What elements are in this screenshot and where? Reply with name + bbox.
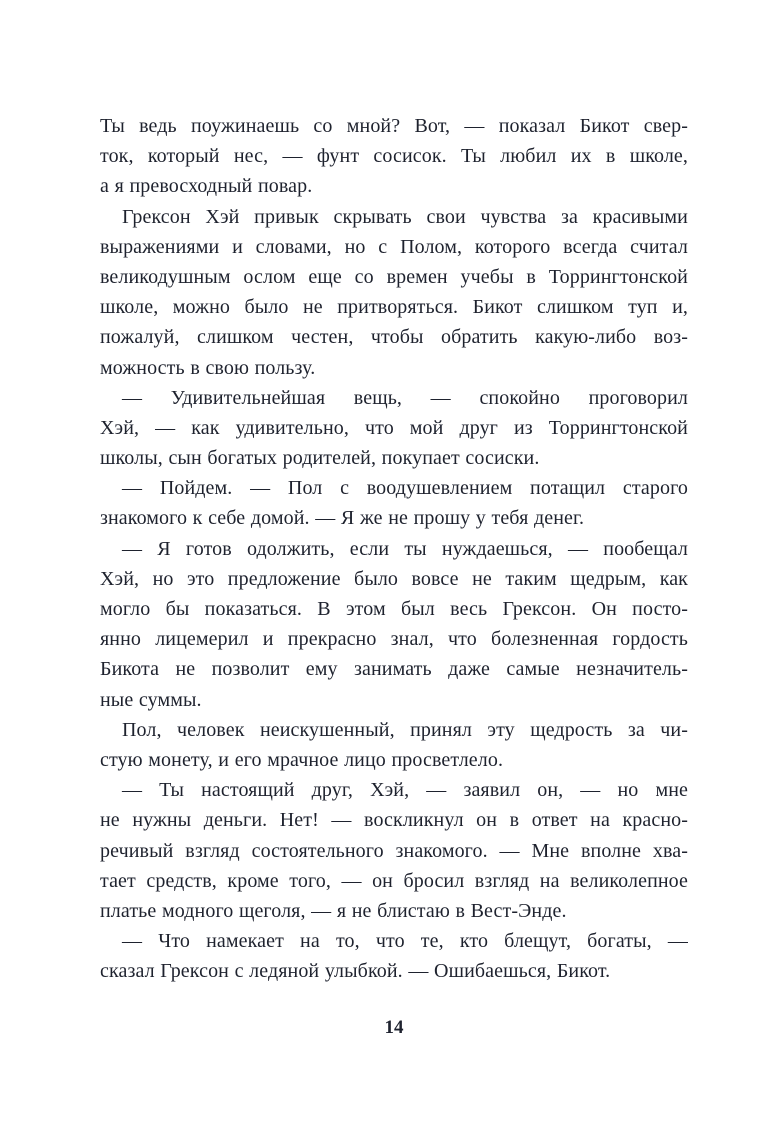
paragraph [100,534,688,715]
text-line: стую монету, и его мрачное лицо просветлело. [100,748,504,771]
paragraph [100,775,688,926]
paragraph [100,383,688,474]
text-line: Бикота не позволит ему занимать даже самые незначитель- [100,658,688,681]
page-number: 14 [384,1017,404,1038]
text-line: не нужны деньги. Нет! — воскликнул он в ответ на красно- [100,809,688,832]
text-line: могло бы показаться. В этом был весь Грексон. Он посто- [100,598,688,620]
text-line: Ты ведь поужинаешь со мной? Вот, — показал Бикот свер- [100,115,688,137]
paragraph [100,715,688,775]
text-line: можность в свою пользу. [100,356,316,379]
text-line: пожалуй, слишком честен, чтобы обратить какую-либо воз- [100,326,688,349]
text-line: платье модного щеголя, — я не блистаю в Вест-Энде. [100,899,567,922]
text-line: Пол, человек неискушенный, принял эту щедрость за чи- [122,718,688,741]
text-line: тает средств, кроме того, — он бросил взгляд на великолепное [100,869,688,892]
text-line: Грексон Хэй привык скрывать свои чувства за красивыми [122,205,688,228]
text-line: — Пойдем. — Пол с воодушевлением потащил старого [122,477,688,500]
text-line: — Ты настоящий друг, Хэй, — заявил он, — но мне [122,779,688,802]
text-line: Хэй, — как удивительно, что мой друг из Торрингтонской [100,416,688,439]
text-line: знакомого к себе домой. — Я же не прошу у тебя денег. [100,507,585,530]
text-line: школе, можно было не притворяться. Бикот слишком туп и, [100,296,688,319]
page-footer [100,1013,688,1043]
text-line: Хэй, но это предложение было вовсе не таким щедрым, как [100,567,688,590]
text-column [100,111,688,986]
text-line: выражениями и словами, но с Полом, которого всегда считал [100,235,688,258]
text-line: янно лицемерил и прекрасно знал, что болезненная гордость [100,628,688,651]
text-line: великодушным ослом еще со времен учебы в Торрингтонской [100,265,688,288]
text-line: школы, сын богатых родителей, покупает сосиски. [100,447,540,470]
paragraph [100,473,688,533]
text-line: — Я готов одолжить, если ты нуждаешься, — пообещал [122,537,688,560]
text-line: речивый взгляд состоятельного знакомого. — Мне вполне хва- [100,839,688,862]
text-line: — Что намекает на то, что те, кто блещут, богаты, — [122,930,688,953]
text-line: ные суммы. [100,688,202,711]
text-line: сказал Грексон с ледяной улыбкой. — Ошибаешься, Бикот. [100,960,611,983]
paragraph [100,202,688,383]
paragraph [100,926,688,986]
text-line: а я превосходный повар. [100,175,313,198]
text-line: ток, который нес, — фунт сосисок. Ты любил их в школе, [100,145,688,168]
paragraph [100,111,688,202]
text-line: — Удивительнейшая вещь, — спокойно проговорил [122,386,688,409]
